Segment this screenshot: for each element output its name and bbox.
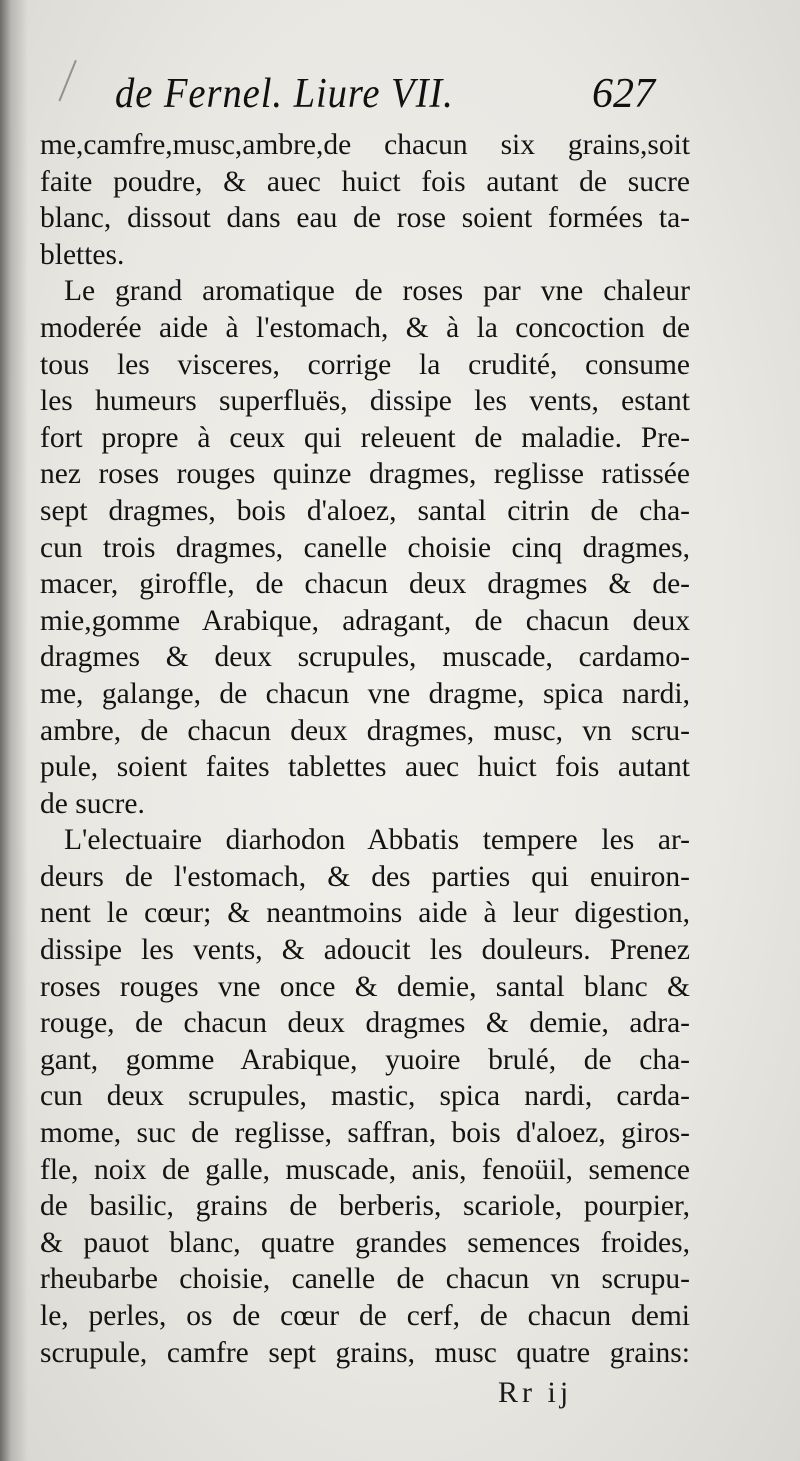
text-line: me, galange, de chacun vne dragme, spica nardi, [40, 677, 690, 710]
text-line: pule, soient faites tablettes auec huict fois autant [40, 751, 690, 784]
running-head: de Fernel. Liure VII. [115, 71, 454, 117]
paragraph-start: Le grand aromatique de roses par vne chaleur [64, 275, 690, 308]
text-line: cun trois dragmes, canelle choisie cinq dragmes, [40, 531, 690, 564]
text-line: tous les visceres, corrige la crudité, consume [40, 348, 690, 381]
text-line: mome, suc de reglisse, saffran, bois d'aloez, giros- [40, 1117, 690, 1150]
signature-mark: Rr ij [498, 1376, 573, 1409]
text-line: & pauot blanc, quatre grandes semences froides, [40, 1226, 690, 1259]
text-line: de basilic, grains de berberis, scariole, pourpier, [40, 1190, 690, 1223]
text-line: cun deux scrupules, mastic, spica nardi, carda- [40, 1080, 690, 1113]
page-header [0, 66, 800, 126]
text-line: de sucre. [40, 787, 145, 820]
text-line: rouge, de chacun deux dragmes & demie, adra- [40, 1007, 690, 1040]
text-line: ambre, de chacun deux dragmes, musc, vn scru- [40, 714, 690, 747]
text-line: blettes. [40, 238, 125, 271]
text-line: moderée aide à l'estomach, & à la concoction de [40, 311, 690, 344]
text-line: faite poudre, & auec huict fois autant de sucre [40, 165, 690, 198]
text-line: me,camfre,musc,ambre,de chacun six grains,soit [40, 129, 690, 161]
text-line: rheubarbe choisie, canelle de chacun vn scrupu- [40, 1263, 690, 1296]
text-line: blanc, dissout dans eau de rose soient formées ta- [40, 202, 690, 235]
gutter-shadow [0, 0, 28, 1461]
text-line: deurs de l'estomach, & des parties qui enuiron- [40, 860, 690, 893]
body-text [40, 127, 690, 1371]
text-line: fort propre à ceux qui releuent de maladie. Pre- [40, 421, 690, 454]
paragraph-start: L'electuaire diarhodon Abbatis tempere les ar- [64, 824, 690, 857]
text-line: nez roses rouges quinze dragmes, reglisse ratissée [40, 458, 690, 491]
text-line: gant, gomme Arabique, yuoire brulé, de cha- [40, 1043, 690, 1076]
text-line: macer, giroffle, de chacun deux dragmes & de- [40, 568, 690, 601]
text-line: mie,gomme Arabique, adragant, de chacun deux [40, 604, 690, 637]
page-number: 627 [592, 71, 655, 117]
text-line: fle, noix de galle, muscade, anis, fenoüil, semence [40, 1153, 690, 1186]
text-line: sept dragmes, bois d'aloez, santal citrin de cha- [40, 494, 690, 527]
text-line: scrupule, camfre sept grains, musc quatre grains: [40, 1336, 690, 1369]
text-line: dragmes & deux scrupules, muscade, cardamo- [40, 641, 690, 674]
text-line: le, perles, os de cœur de cerf, de chacun demi [40, 1300, 690, 1332]
text-line: roses rouges vne once & demie, santal blanc & [40, 970, 690, 1003]
text-line: dissipe les vents, & adoucit les douleurs. Prenez [40, 934, 690, 967]
text-line: nent le cœur; & neantmoins aide à leur digestion, [40, 897, 690, 930]
text-line: les humeurs superfluës, dissipe les vents, estant [40, 385, 690, 418]
